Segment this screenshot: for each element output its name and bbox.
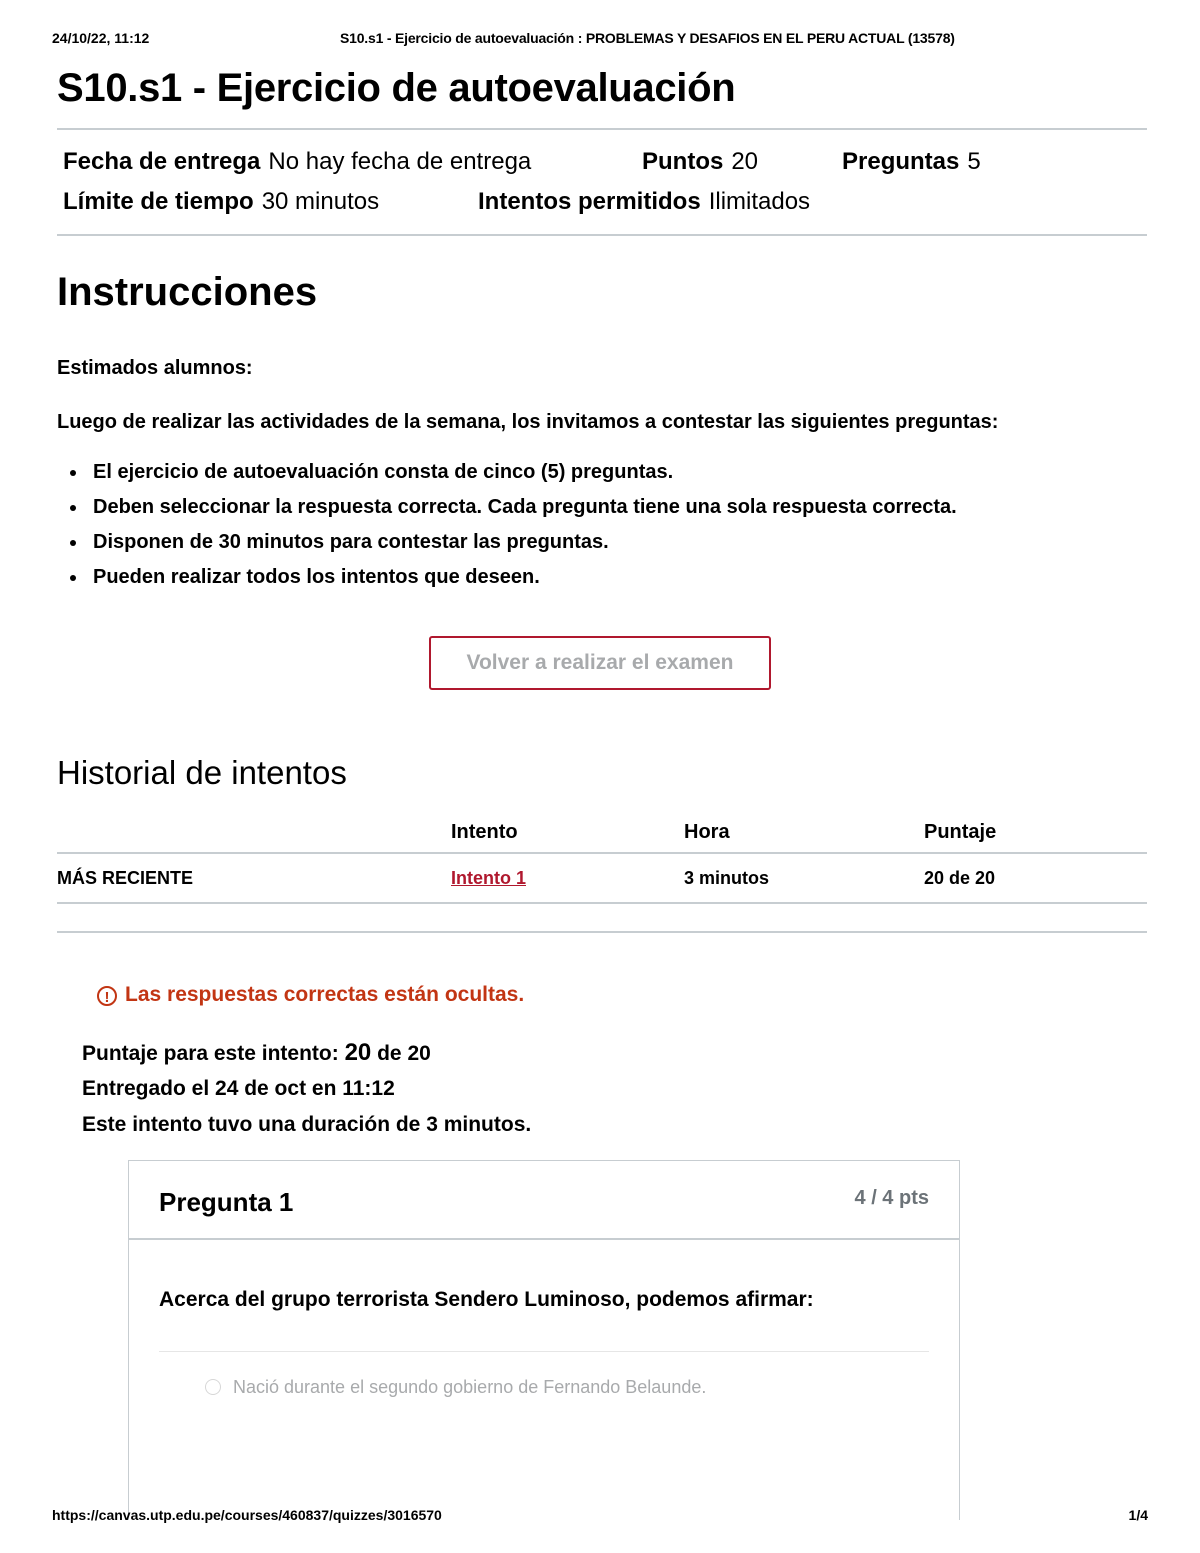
warning-icon: ! [97,986,117,1006]
points [642,148,758,176]
instructions-list [57,460,957,600]
print-url: https://canvas.utp.edu.pe/courses/460837/quizzes/3016570 [52,1507,442,1523]
column-header-attempt: Intento [451,812,684,853]
attempt-score: 20 de 20 [924,853,1147,903]
answer-text: Nació durante el segundo gobierno de Fernando Belaunde. [233,1377,707,1397]
list-item: Deben seleccionar la respuesta correcta. Cada pregunta tiene una sola respuesta correcta. [57,495,957,530]
attempt-duration: Este intento tuvo una duración de 3 minutos. [82,1113,532,1136]
instructions-intro: Luego de realizar las actividades de la semana, los invitamos a contestar las siguientes preguntas: [57,411,999,433]
attempts-allowed [478,188,810,216]
attempt-score-summary [82,1039,431,1067]
page-title: S10.s1 - Ejercicio de autoevaluación [57,66,736,110]
questions-label: Preguntas [842,148,960,175]
due-date-label: Fecha de entrega [63,148,261,175]
table-row [57,853,1147,903]
questions-count [842,148,981,176]
divider [57,128,1147,130]
score-value: 20 [344,1039,372,1066]
time-limit-value: 30 minutos [261,188,380,215]
history-heading: Historial de intentos [57,754,347,791]
retake-quiz-button[interactable]: Volver a realizar el examen [429,636,771,690]
attempts-allowed-label: Intentos permitidos [478,188,701,215]
answers-hidden-notice [97,983,524,1007]
instructions-greeting: Estimados alumnos: [57,357,253,379]
list-item: Disponen de 30 minutos para contestar las preguntas. [57,530,957,565]
divider [57,234,1147,236]
print-page-number: 1/4 [1128,1507,1148,1523]
question-title: Pregunta 1 [159,1187,294,1217]
score-label: Puntaje para este intento: [82,1042,339,1065]
attempt-history-table [57,812,1147,904]
due-date [63,148,531,176]
column-header-time: Hora [684,812,924,853]
time-limit [63,188,379,216]
column-header-score: Puntaje [924,812,1147,853]
score-total: de 20 [377,1042,431,1065]
question-text: Acerca del grupo terrorista Sendero Luminoso, podemos afirmar: [159,1288,814,1311]
print-datetime: 24/10/22, 11:12 [52,30,150,46]
radio-icon[interactable] [205,1379,221,1395]
points-label: Puntos [642,148,724,175]
instructions-heading: Instrucciones [57,270,318,314]
questions-value: 5 [967,148,981,175]
print-page-title: S10.s1 - Ejercicio de autoevaluación : PROBLEMAS Y DESAFIOS EN EL PERU ACTUAL (13578) [340,30,955,46]
question-card [128,1160,960,1520]
divider [57,931,1147,933]
due-date-value: No hay fecha de entrega [268,148,532,175]
attempts-allowed-value: Ilimitados [708,188,811,215]
answers-hidden-text: Las respuestas correctas están ocultas. [125,983,525,1006]
divider [159,1351,929,1352]
attempt-time: 3 minutos [684,853,924,903]
list-item: El ejercicio de autoevaluación consta de cinco (5) preguntas. [57,460,957,495]
list-item: Pueden realizar todos los intentos que deseen. [57,565,957,600]
time-limit-label: Límite de tiempo [63,188,254,215]
column-header [57,812,451,853]
question-header [129,1161,959,1240]
most-recent-label: MÁS RECIENTE [57,853,451,903]
answer-option[interactable] [205,1377,706,1398]
attempt-1-link[interactable]: Intento 1 [451,867,526,888]
question-points: 4 / 4 pts [854,1187,929,1209]
submitted-at: Entregado el 24 de oct en 11:12 [82,1077,395,1100]
points-value: 20 [731,148,759,175]
